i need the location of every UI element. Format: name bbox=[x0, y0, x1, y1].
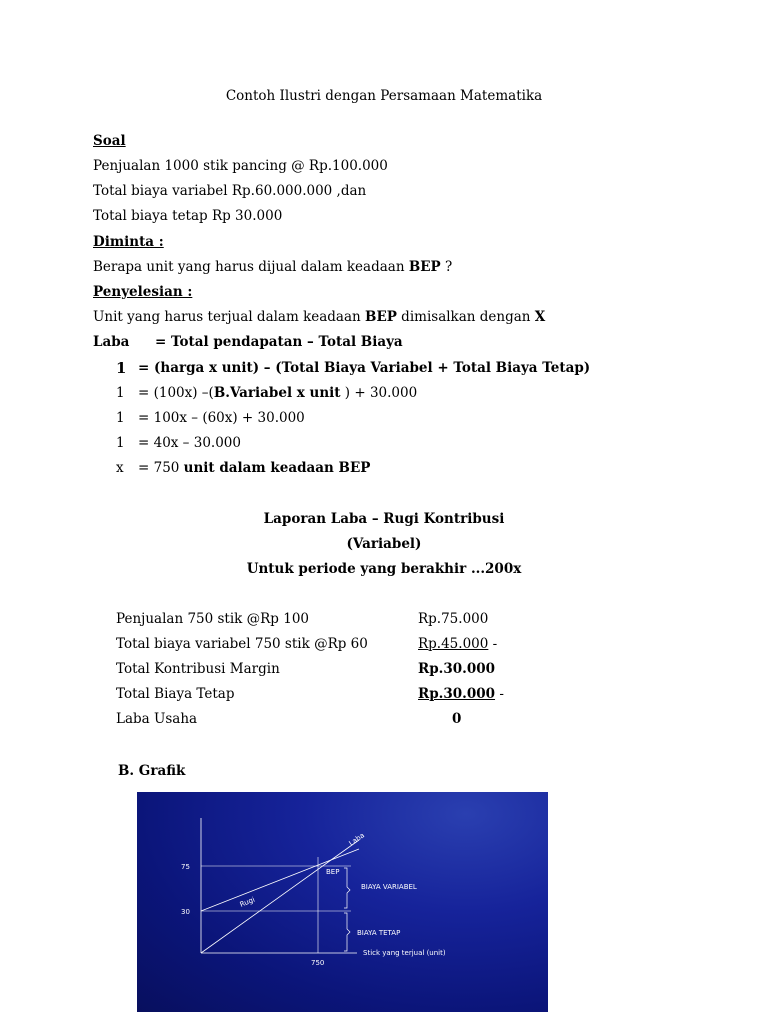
biaya-variabel-label: BIAYA VARIABEL bbox=[361, 883, 417, 891]
soal-line-3: Total biaya tetap Rp 30.000 bbox=[93, 208, 283, 224]
page-title: Contoh Ilustri dengan Persamaan Matematika bbox=[225, 88, 543, 104]
diminta-heading: Diminta : bbox=[93, 234, 164, 250]
x-axis-label: Stick yang terjual (unit) bbox=[363, 949, 446, 957]
biaya-tetap-label: BIAYA TETAP bbox=[357, 929, 401, 937]
equation-row-1: 1 = (harga x unit) – (Total Biaya Variabel + Total Biaya Tetap) bbox=[116, 359, 591, 377]
y-tick-75: 75 bbox=[181, 863, 190, 871]
variable-cost-brace bbox=[344, 868, 350, 908]
equation-row-4: 1 = 40x – 30.000 bbox=[116, 435, 241, 451]
laba-label: Laba bbox=[347, 831, 367, 848]
total-cost-line bbox=[201, 849, 359, 911]
equation-row-3: 1 = 100x – (60x) + 30.000 bbox=[116, 410, 305, 426]
soal-line-2: Total biaya variabel Rp.60.000.000 ,dan bbox=[93, 183, 367, 199]
x-tick-750: 750 bbox=[311, 959, 325, 967]
soal-heading: Soal bbox=[93, 133, 126, 149]
y-tick-30: 30 bbox=[181, 908, 190, 916]
diminta-question: Berapa unit yang harus dijual dalam keadaan BEP ? bbox=[93, 259, 453, 275]
laporan-row-laba-usaha: Laba Usaha 0 bbox=[116, 711, 462, 727]
laporan-subtitle: (Variabel) bbox=[346, 536, 422, 552]
bep-label: BEP bbox=[326, 868, 340, 876]
penyelesaian-intro: Unit yang harus terjual dalam keadaan BEP dimisalkan dengan X bbox=[93, 309, 546, 325]
laporan-row-biaya-variabel: Total biaya variabel 750 stik @Rp 60 Rp.45.000 - bbox=[116, 636, 498, 652]
laporan-period: Untuk periode yang berakhir ...200x bbox=[246, 561, 522, 577]
revenue-line bbox=[201, 840, 359, 953]
laporan-title: Laporan Laba – Rugi Kontribusi bbox=[263, 511, 505, 527]
bep-chart-svg bbox=[137, 792, 548, 1012]
equation-row-2: 1 = (100x) –(B.Variabel x unit ) + 30.000 bbox=[116, 385, 418, 401]
fixed-cost-brace bbox=[344, 913, 350, 951]
grafik-heading: B. Grafik bbox=[118, 763, 186, 779]
laba-equation: Laba = Total pendapatan – Total Biaya bbox=[93, 334, 403, 350]
equation-row-5: x = 750 unit dalam keadaan BEP bbox=[116, 460, 371, 476]
laporan-row-biaya-tetap: Total Biaya Tetap Rp.30.000 - bbox=[116, 686, 504, 702]
laporan-row-kontribusi: Total Kontribusi Margin Rp.30.000 bbox=[116, 661, 496, 677]
soal-line-1: Penjualan 1000 stik pancing @ Rp.100.000 bbox=[93, 158, 388, 174]
bep-chart bbox=[137, 792, 548, 1012]
rugi-label: Rugi bbox=[238, 895, 257, 909]
laporan-row-penjualan: Penjualan 750 stik @Rp 100 Rp.75.000 bbox=[116, 611, 489, 627]
penyelesaian-heading: Penyelesian : bbox=[93, 284, 193, 300]
